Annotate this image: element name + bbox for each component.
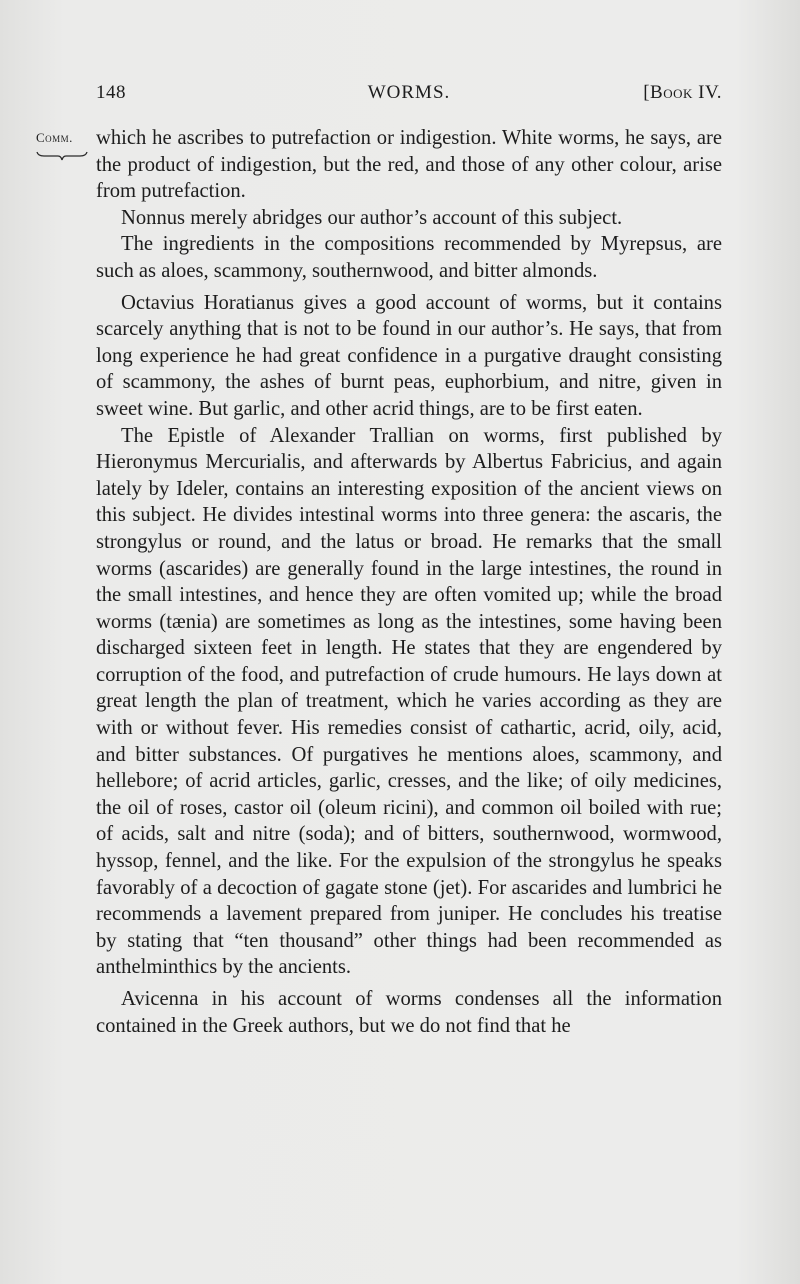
margin-note: Comm. (36, 130, 73, 145)
paragraph: which he ascribes to putrefaction or indigestion. White worms, he says, are the product of indigestion, but the red, and those of any other colour, arise from putrefaction. (96, 127, 722, 203)
book-reference: [Book IV. (643, 82, 722, 103)
running-title: WORMS. (367, 82, 451, 103)
paragraph: Avicenna in his account of worms condenses all the information contained in the Greek authors, but we do not find that he (96, 988, 722, 1037)
page-number: 148 (96, 82, 126, 103)
paragraph: Octavius Horatianus gives a good account of worms, but it contains scarcely anything that is not to be found in our author’s. He says, that from long experience he had great confidence in a purgative draught consisting of scammony, the ashes of burnt peas, euphorbium, and nitre, given in sweet wine. But garlic, and other acrid things, are to be first eaten. (96, 291, 722, 420)
paragraph: The Epistle of Alexander Trallian on worms, first published by Hieronymus Mercurialis, and afterwards by Albertus Fabricius, and again lately by Ideler, contains an interesting exposition of the ancient views on this subject. He divides intestinal worms into three genera: the ascaris, the strongylus or round, and the latus or broad. He remarks that the small worms (ascarides) are generally found in the large intestines, the round in the small intestines, and hence they are often vomited up; while the broad worms (tænia) are sometimes as long as the intestines, some having been discharged sixteen feet in length. He states that they are engendered by corruption of the food, and putrefaction of crude humours. He lays down at great length the plan of treatment, which he varies according as they are with or without fever. His remedies consist of cathartic, acrid, oily, acid, and bitter substances. Of purgatives he mentions aloes, scammony, and hellebore; of acrid articles, garlic, cresses, and the like; of oily medicines, the oil of roses, castor oil (oleum ricini), and common oil boiled with rue; of acids, salt and nitre (soda); and of bitters, southernwood, wormwood, hyssop, fennel, and the like. For the expulsion of the strongylus he speaks favorably of a decoction of gagate stone (jet). For ascarides and lumbrici he recommends a lavement prepared from juniper. He concludes his treatise by stating that “ten thousand” other things had been recommended as anthelminthics by the ancients. (96, 424, 722, 979)
paragraph: The ingredients in the compositions recommended by Myrepsus, are such as aloes, scammony, southernwood, and bitter almonds. (96, 233, 722, 282)
paragraph: Nonnus merely abridges our author’s account of this subject. (121, 206, 623, 229)
body-text (96, 125, 722, 1039)
page-header (96, 82, 722, 108)
margin-brace-icon (36, 151, 88, 161)
